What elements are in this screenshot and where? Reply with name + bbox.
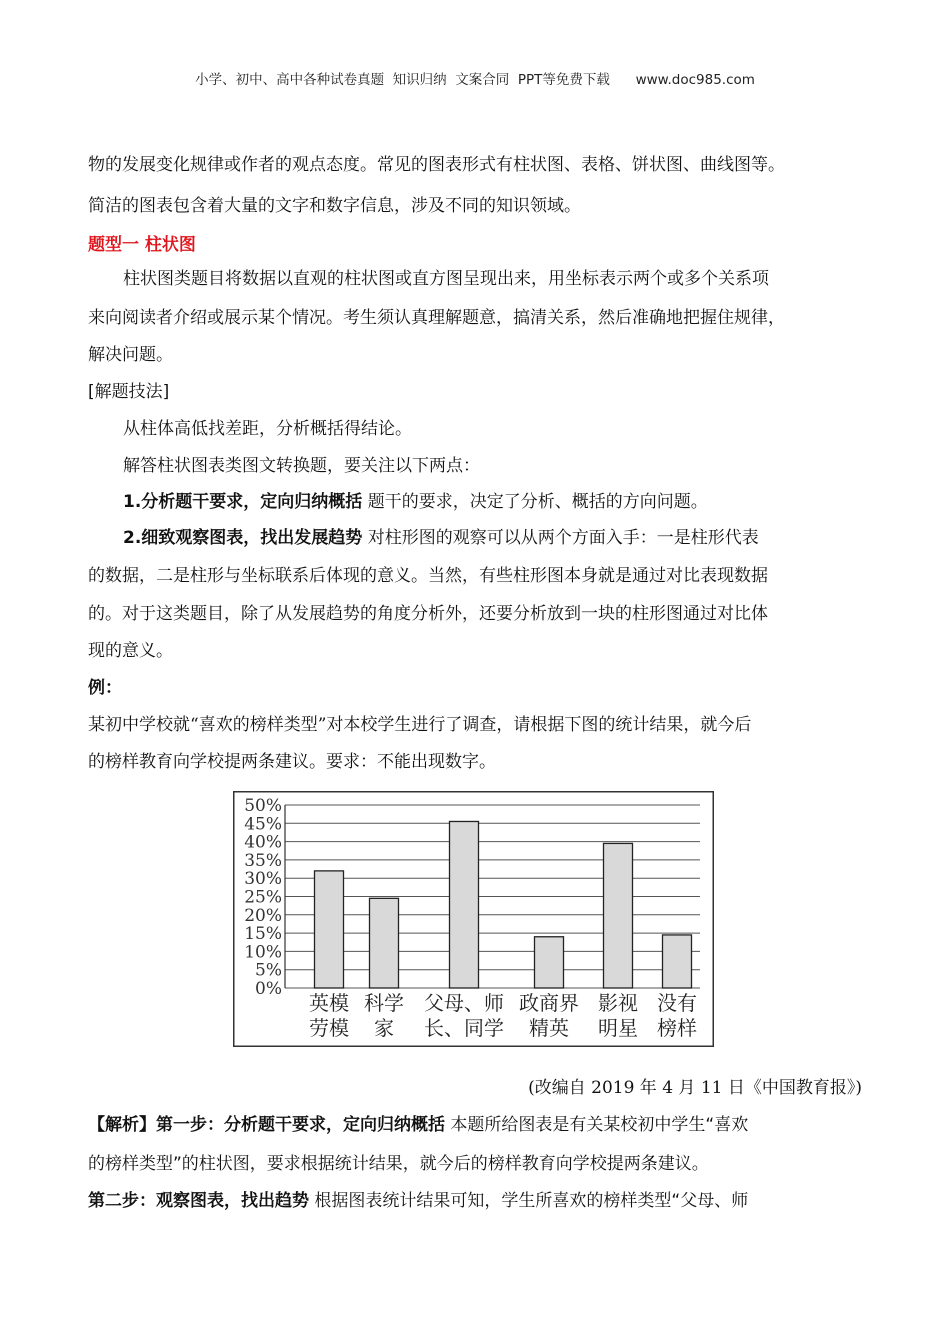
- x-category-label: 政商界: [519, 991, 579, 1015]
- y-tick-label: 45%: [244, 814, 282, 835]
- bar: [370, 898, 399, 988]
- point-2-text: 对柱形图的观察可以从两个方面入手：一是柱形代表: [362, 528, 759, 548]
- section-title: 题型一 柱状图: [88, 235, 196, 255]
- analysis-line-1: [88, 1114, 748, 1136]
- example-label: 例：: [88, 678, 122, 698]
- y-tick-label: 25%: [244, 887, 282, 908]
- x-category-label: 长、同学: [424, 1016, 504, 1040]
- y-tick-label: 30%: [244, 869, 282, 890]
- analysis-step-2-title: 第二步：观察图表，找出趋势: [88, 1191, 309, 1211]
- y-tick-label: 15%: [244, 924, 282, 945]
- analysis-line-2: 的榜样类型”的柱状图，要求根据统计结果，就今后的榜样教育向学校提两条建议。: [88, 1154, 709, 1174]
- point-1-title: 1.分析题干要求，定向归纳概括: [123, 492, 363, 512]
- point-2-title: 2.细致观察图表，找出发展趋势: [123, 528, 363, 548]
- y-tick-label: 0%: [255, 979, 282, 999]
- analysis-step-1-title: 第一步：分析题干要求，定向归纳概括: [156, 1115, 445, 1135]
- x-category-label: 影视: [598, 991, 638, 1015]
- point-1-text: 题干的要求，决定了分析、概括的方向问题。: [362, 492, 708, 512]
- bar: [315, 871, 344, 988]
- y-tick-label: 5%: [255, 960, 282, 981]
- analysis-label: 【解析】: [88, 1115, 156, 1135]
- example-line-1: 某初中学校就“喜欢的榜样类型”对本校学生进行了调查，请根据下图的统计结果，就今后: [88, 715, 752, 735]
- y-tick-label: 35%: [244, 850, 282, 871]
- y-tick-label: 50%: [244, 796, 282, 816]
- point-2-line-4: 现的意义。: [88, 641, 173, 661]
- bar: [535, 937, 564, 988]
- analysis-step-2-text: 根据图表统计结果可知，学生所喜欢的榜样类型“父母、师: [309, 1191, 749, 1211]
- para1-line-2: 来向阅读者介绍或展示某个情况。考生须认真理解题意，搞清关系，然后准确地把握住规律，: [88, 308, 785, 328]
- point-2-line-2: 的数据，二是柱形与坐标联系后体现的意义。当然，有些柱形图本身就是通过对比表现数据: [88, 566, 768, 586]
- bar-chart: [233, 791, 714, 1047]
- point-2-line-3: 的。对于这类题目，除了从发展趋势的角度分析外，还要分析放到一块的柱形图通过对比体: [88, 604, 768, 624]
- bar: [663, 935, 692, 988]
- para1-line-3: 解决问题。: [88, 345, 173, 365]
- intro-line-2: 简洁的图表包含着大量的文字和数字信息，涉及不同的知识领域。: [88, 196, 581, 216]
- x-category-label: 家: [374, 1016, 394, 1040]
- bar: [604, 843, 633, 988]
- x-category-label: 劳模: [309, 1016, 349, 1040]
- technique-heading: [解题技法]: [88, 382, 170, 402]
- x-category-label: 榜样: [657, 1016, 697, 1040]
- point-1: [123, 491, 708, 513]
- x-category-label: 英模: [309, 991, 349, 1015]
- source-citation: (改编自 2019 年 4 月 11 日《中国教育报》): [528, 1078, 862, 1098]
- point-2: [123, 527, 759, 549]
- para1-line-1: 柱状图类题目将数据以直观的柱状图或直方图呈现出来，用坐标表示两个或多个关系项: [123, 269, 769, 289]
- intro-line-1: 物的发展变化规律或作者的观点态度。常见的图表形式有柱状图、表格、饼状图、曲线图等。: [88, 155, 785, 175]
- y-tick-label: 40%: [244, 832, 282, 853]
- page-header: 小学、初中、高中各种试卷真题 知识归纳 文案合同 PPT等免费下载 www.doc985.com: [195, 72, 755, 88]
- x-category-label: 父母、师: [424, 991, 504, 1015]
- y-tick-label: 10%: [244, 942, 282, 963]
- y-tick-label: 20%: [244, 905, 282, 926]
- bar: [450, 821, 479, 988]
- bar-chart-svg: [233, 791, 714, 1047]
- x-category-label: 没有: [657, 991, 697, 1015]
- example-line-2: 的榜样教育向学校提两条建议。要求：不能出现数字。: [88, 752, 496, 772]
- technique-line-1: 从柱体高低找差距，分析概括得结论。: [123, 419, 412, 439]
- x-category-label: 精英: [529, 1016, 569, 1040]
- analysis-line-3: [88, 1190, 748, 1212]
- technique-line-2: 解答柱状图表类图文转换题，要关注以下两点：: [123, 456, 480, 476]
- analysis-step-1-text: 本题所给图表是有关某校初中学生“喜欢: [445, 1115, 749, 1135]
- x-category-label: 明星: [598, 1016, 638, 1040]
- x-category-label: 科学: [364, 991, 404, 1015]
